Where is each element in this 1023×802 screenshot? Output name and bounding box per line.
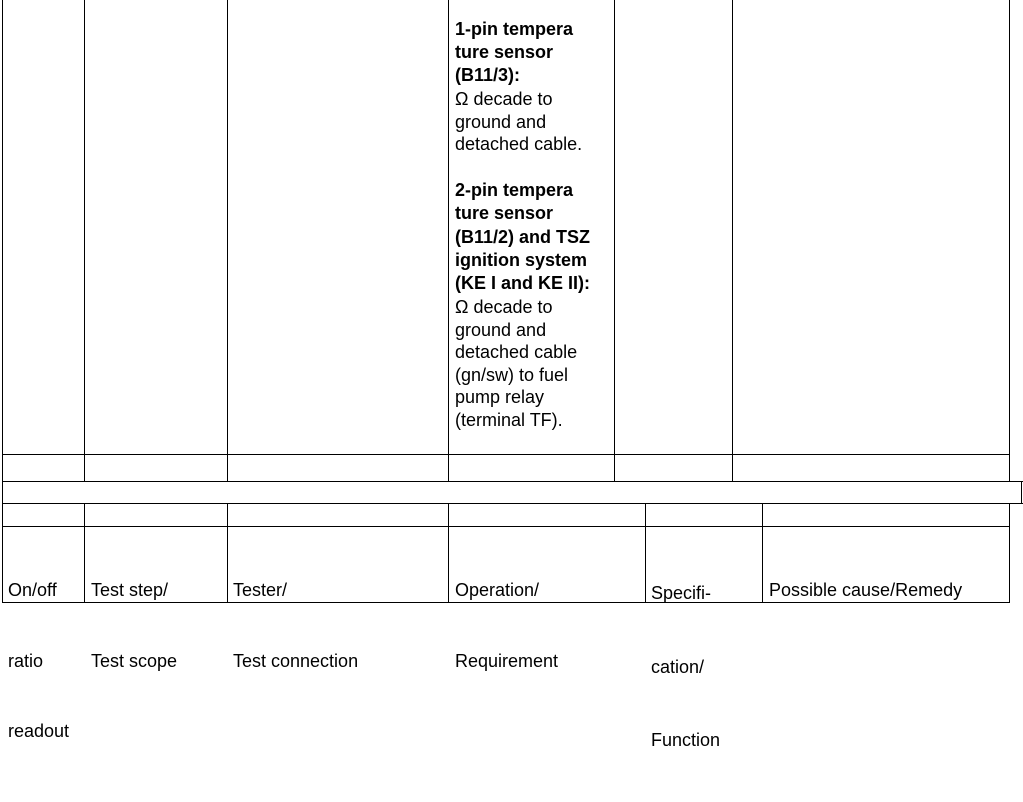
block1-body-line1: Ω decade to <box>455 89 553 109</box>
block2-body-line4: (gn/sw) to fuel <box>455 365 569 385</box>
column-divider <box>614 0 615 482</box>
column-divider <box>448 503 449 603</box>
header-possible-cause <box>769 532 962 650</box>
block2-body-line6: (terminal TF). <box>455 410 563 430</box>
table-border <box>1009 503 1010 603</box>
block1-heading-line1: 1-pin tempera <box>455 19 574 39</box>
band-bottom <box>2 503 1023 504</box>
table-border <box>2 0 3 482</box>
block1-body-line2: ground and <box>455 112 547 132</box>
block2-body-line2: ground and <box>455 320 547 340</box>
header-specification <box>651 532 720 802</box>
header-line: Test step/ <box>91 580 169 600</box>
block2-body-line1: Ω decade to <box>455 297 553 317</box>
row-divider <box>2 454 1010 455</box>
block1-heading-line2: ture sensor <box>455 42 554 62</box>
header-line: Function <box>651 730 721 750</box>
header-line: Test scope <box>91 650 178 671</box>
row-divider <box>2 526 1010 527</box>
block2-heading-line2: ture sensor <box>455 203 554 223</box>
header-tester <box>233 532 358 720</box>
header-line: Tester/ <box>233 580 288 600</box>
header-line: Specifi- <box>651 583 712 603</box>
block2-body-line5: pump relay <box>455 387 545 407</box>
header-line: Test connection <box>233 650 359 671</box>
header-line: readout <box>8 721 70 741</box>
table-border <box>2 503 3 603</box>
header-line: Possible cause/Remedy <box>769 580 963 600</box>
column-divider <box>762 503 763 603</box>
block2-heading-line4: ignition system <box>455 250 588 270</box>
column-divider <box>84 503 85 603</box>
block2-heading-line1: 2-pin tempera <box>455 180 574 200</box>
block2-body-line3: detached cable <box>455 342 578 362</box>
header-line: On/off <box>8 580 57 600</box>
column-divider <box>227 503 228 603</box>
header-line: cation/ <box>651 656 705 677</box>
band-left <box>2 481 3 504</box>
table-border <box>1009 0 1010 482</box>
header-onoff-ratio <box>8 532 69 791</box>
header-line: Operation/ <box>455 580 540 600</box>
header-operation <box>455 532 558 720</box>
block2-heading-line3: (B11/2) and TSZ <box>455 227 591 247</box>
column-divider <box>227 0 228 482</box>
header-test-step <box>91 532 177 720</box>
band-right <box>1021 481 1022 504</box>
block1-body-line3: detached cable. <box>455 134 583 154</box>
header-line: Requirement <box>455 650 559 671</box>
block1-heading-line3: (B11/3): <box>455 65 521 85</box>
column-divider <box>645 503 646 603</box>
header-line: ratio <box>8 650 44 671</box>
column-divider <box>84 0 85 482</box>
column-divider <box>732 0 733 482</box>
band-top <box>2 481 1023 482</box>
block2-heading-line5: (KE I and KE II): <box>455 273 590 293</box>
column-divider <box>448 0 449 482</box>
